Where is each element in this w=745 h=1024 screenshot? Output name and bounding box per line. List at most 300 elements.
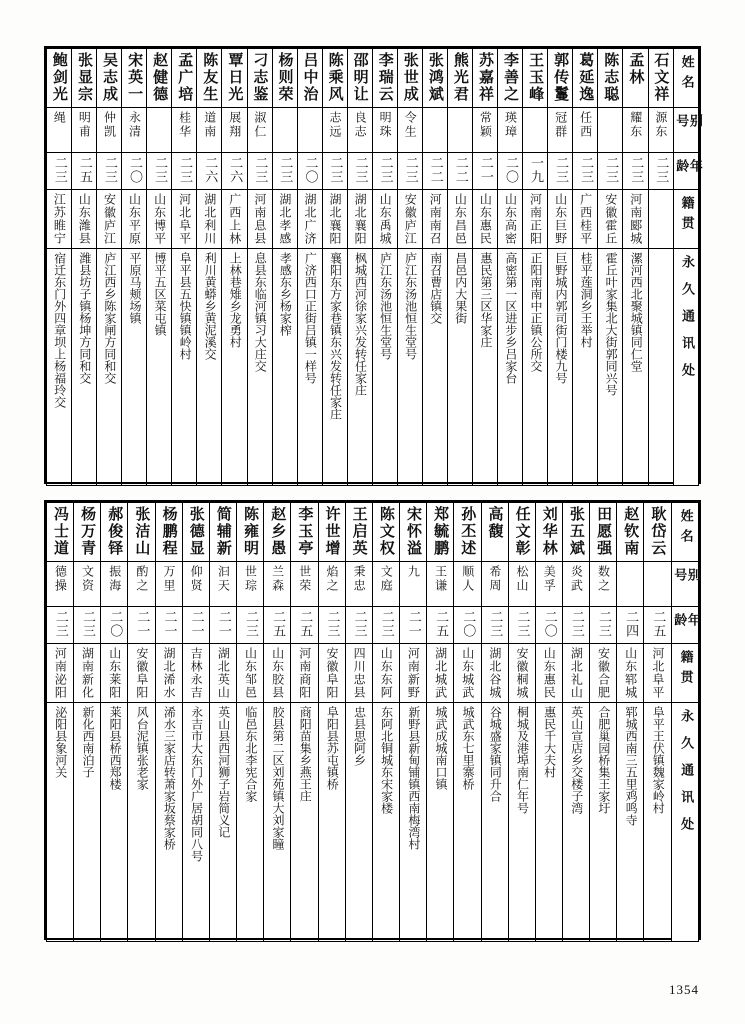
cell-native (648, 190, 673, 249)
cell-alias (400, 562, 427, 607)
cell-alias (498, 108, 523, 153)
cell-name (427, 503, 454, 562)
name-text: 杨万青 (79, 506, 98, 557)
column-header-text: 姓名 (678, 55, 694, 95)
native-text: 山东惠民 (478, 193, 493, 245)
table-row-alias-bottom (47, 562, 699, 607)
roster-table-bottom (44, 500, 701, 940)
cell-name (209, 503, 236, 562)
column-header-name (671, 503, 698, 562)
alias-text: 冠群 (553, 111, 568, 139)
alias-text: 道南 (202, 111, 217, 139)
alias-text: 炎武 (569, 565, 584, 593)
cell-name (47, 503, 74, 562)
cell-native (47, 644, 74, 703)
alias-text: 希周 (487, 565, 502, 593)
age-text: 二三 (596, 610, 612, 638)
cell-name (74, 503, 101, 562)
cell-alias (590, 562, 617, 607)
cell-address (47, 703, 74, 942)
age-text: 二三 (514, 610, 530, 638)
cell-age (72, 153, 97, 190)
cell-age (562, 607, 589, 644)
cell-native (345, 644, 372, 703)
cell-native (97, 190, 122, 249)
cell-age (128, 607, 155, 644)
native-text: 广西桂平 (578, 193, 593, 245)
name-text: 张显宗 (75, 52, 94, 103)
table-row-native-top (47, 190, 699, 249)
alias-text: 文资 (80, 565, 95, 593)
name-text: 葛延逸 (577, 52, 596, 103)
cell-age (97, 153, 122, 190)
cell-native (590, 644, 617, 703)
alias-text: 永清 (127, 111, 142, 139)
native-text: 山东平原 (127, 193, 142, 245)
age-text: 二二 (452, 156, 468, 184)
age-text: 二三 (578, 156, 594, 184)
native-text: 河南商阳 (297, 647, 312, 699)
name-text: 吴志成 (101, 52, 120, 103)
name-text: 陈友生 (201, 52, 220, 103)
native-text: 山东昌邑 (453, 193, 468, 245)
cell-address (197, 249, 222, 486)
cell-age (372, 607, 399, 644)
cell-address (548, 249, 573, 486)
column-header-address (671, 703, 698, 942)
name-text: 王玉峰 (527, 52, 546, 103)
table-row-age-bottom (47, 607, 699, 644)
alias-text: 酌之 (134, 565, 149, 593)
cell-alias (345, 562, 372, 607)
address-text: 阜阳县苏屯镇桥 (325, 706, 340, 790)
cell-native (122, 190, 147, 249)
address-text: 霍丘叶家集北大街郭同兴号 (604, 252, 619, 396)
column-header-name (673, 49, 698, 108)
native-text: 湖北英山 (216, 647, 231, 699)
cell-alias (147, 108, 172, 153)
cell-name (247, 49, 272, 108)
alias-text: 常颖 (478, 111, 493, 139)
cell-alias (272, 108, 297, 153)
age-text: 二六 (227, 156, 243, 184)
cell-name (508, 503, 535, 562)
cell-alias (172, 108, 197, 153)
age-text: 二三 (277, 156, 293, 184)
cell-age (422, 153, 447, 190)
address-text: 风台泥镇张老家 (135, 706, 150, 790)
native-text: 安徽阜阳 (134, 647, 149, 699)
cell-native (523, 190, 548, 249)
cell-alias (72, 108, 97, 153)
roster-grid-top (46, 48, 702, 486)
native-text: 吉林永吉 (189, 647, 204, 699)
name-text: 赵健德 (151, 52, 170, 103)
cell-native (264, 644, 291, 703)
name-text: 李玉亭 (296, 506, 315, 557)
address-text: 高密第一区进步乡吕家台 (503, 252, 518, 384)
alias-text: 仰贤 (189, 565, 204, 593)
cell-address (397, 249, 422, 486)
column-header-alias (673, 108, 702, 153)
native-text: 山东城武 (460, 647, 475, 699)
address-text: 忠县思阿乡 (352, 706, 367, 766)
alias-text: 文庭 (379, 565, 394, 593)
cell-alias (623, 108, 648, 153)
native-text: 湖北襄阳 (328, 193, 343, 245)
cell-age (473, 153, 498, 190)
cell-age (523, 153, 548, 190)
cell-native (172, 190, 197, 249)
cell-address (372, 703, 399, 942)
cell-age (237, 607, 264, 644)
cell-address (590, 703, 617, 942)
native-text: 安徽桐城 (515, 647, 530, 699)
native-text: 湖北谷城 (487, 647, 502, 699)
cell-native (481, 644, 508, 703)
address-text: 浠水三家店转萧家坂蔡家桥 (162, 706, 177, 850)
native-text: 湖北襄阳 (353, 193, 368, 245)
cell-alias (264, 562, 291, 607)
cell-age (297, 153, 322, 190)
cell-native (128, 644, 155, 703)
cell-address (297, 249, 322, 486)
name-text: 杨则荣 (276, 52, 295, 103)
cell-address (47, 249, 72, 486)
cell-alias (347, 108, 372, 153)
cell-name (97, 49, 122, 108)
address-text: 惠民第三区华家庄 (478, 252, 493, 348)
cell-alias (644, 562, 671, 607)
cell-name (644, 503, 671, 562)
alias-text: 九 (406, 565, 421, 579)
native-text: 安徽阜阳 (324, 647, 339, 699)
column-header-text: 年龄 (673, 159, 702, 179)
native-text: 湖北利川 (202, 193, 217, 245)
cell-address (237, 703, 264, 942)
native-text: 山东惠民 (542, 647, 557, 699)
age-text: 二三 (351, 610, 367, 638)
alias-text: 良志 (353, 111, 368, 139)
cell-address (422, 249, 447, 486)
age-text: 二〇 (541, 610, 557, 638)
cell-name (590, 503, 617, 562)
cell-name (128, 503, 155, 562)
cell-name (147, 49, 172, 108)
address-text: 宿迁东门外四章坝上杨福玲交 (52, 252, 67, 408)
address-text: 英山县西河狮子岩简义记 (216, 706, 231, 838)
age-text: 二〇 (107, 610, 123, 638)
age-text: 二三 (653, 156, 669, 184)
age-text: 二一 (188, 610, 204, 638)
alias-text: 志远 (328, 111, 343, 139)
cell-alias (209, 562, 236, 607)
cell-address (454, 703, 481, 942)
name-text: 陈乘风 (326, 52, 345, 103)
native-text: 安徽合肥 (596, 647, 611, 699)
age-text: 二三 (568, 610, 584, 638)
age-text: 二五 (650, 610, 666, 638)
cell-alias (573, 108, 598, 153)
alias-text: 绳 (52, 111, 67, 125)
cell-name (322, 49, 347, 108)
name-text: 覃日光 (226, 52, 245, 103)
cell-age (172, 153, 197, 190)
cell-native (372, 644, 399, 703)
cell-address (448, 249, 473, 486)
cell-age (508, 607, 535, 644)
cell-native (644, 644, 671, 703)
age-text: 二三 (101, 156, 117, 184)
cell-name (535, 503, 562, 562)
name-text: 冯士道 (51, 506, 70, 557)
cell-name (291, 503, 318, 562)
address-text: 庐江东汤池恒生堂号 (378, 252, 393, 360)
age-text: 二〇 (460, 610, 476, 638)
cell-age (291, 607, 318, 644)
name-text: 孟广培 (176, 52, 195, 103)
table-row-age-top (47, 153, 699, 190)
native-text: 江苏睢宁 (52, 193, 67, 245)
cell-native (508, 644, 535, 703)
cell-name (397, 49, 422, 108)
address-text: 博平五区菜屯镇 (153, 252, 167, 336)
age-text: 二五 (270, 610, 286, 638)
address-text: 利川黄蟒乡黄泥溪交 (203, 252, 218, 360)
cell-address (322, 249, 347, 486)
cell-address (498, 249, 523, 486)
cell-age (535, 607, 562, 644)
cell-alias (598, 108, 623, 153)
age-text: 二三 (402, 156, 418, 184)
alias-text: 秉忠 (352, 565, 367, 593)
alias-text: 松山 (515, 565, 530, 593)
native-text: 湖北礼山 (569, 647, 584, 699)
name-text: 郭传鬘 (552, 52, 571, 103)
table-row-names-bottom (47, 503, 699, 562)
cell-name (197, 49, 222, 108)
cell-age (448, 153, 473, 190)
cell-native (197, 190, 222, 249)
address-text: 英山宣店乡交楼子湾 (569, 706, 584, 814)
age-text: 二三 (553, 156, 569, 184)
cell-alias (155, 562, 182, 607)
cell-address (172, 249, 197, 486)
cell-name (648, 49, 673, 108)
cell-alias (47, 108, 72, 153)
cell-address (97, 249, 122, 486)
cell-alias (47, 562, 74, 607)
cell-native (427, 644, 454, 703)
cell-address (400, 703, 427, 942)
cell-age (272, 153, 297, 190)
cell-native (72, 190, 97, 249)
age-text: 二一 (405, 610, 421, 638)
cell-name (237, 503, 264, 562)
cell-address (122, 249, 147, 486)
cell-age (648, 153, 673, 190)
cell-name (448, 49, 473, 108)
cell-native (454, 644, 481, 703)
address-text: 枫城西河徐家兴发转任家庄 (353, 252, 368, 396)
name-text: 宋英一 (126, 52, 145, 103)
cell-name (172, 49, 197, 108)
address-text: 桂平莲洞乡王举村 (579, 252, 594, 348)
address-text: 泌阳县象河关 (53, 706, 68, 778)
cell-address (264, 703, 291, 942)
alias-text: 兰森 (270, 565, 285, 593)
cell-alias (291, 562, 318, 607)
name-text: 杨鹏程 (160, 506, 179, 557)
cell-age (222, 153, 247, 190)
cell-address (535, 703, 562, 942)
alias-text: 瑛璋 (503, 111, 518, 139)
alias-text: 焰之 (324, 565, 339, 593)
cell-address (147, 249, 172, 486)
cell-native (397, 190, 422, 249)
cell-address (128, 703, 155, 942)
cell-address (427, 703, 454, 942)
cell-address (318, 703, 345, 942)
cell-age (598, 153, 623, 190)
column-header-text: 籍贯 (678, 196, 694, 236)
age-text: 二〇 (127, 156, 143, 184)
age-text: 二一 (134, 610, 150, 638)
cell-age (454, 607, 481, 644)
cell-native (562, 644, 589, 703)
age-text: 二三 (52, 610, 68, 638)
alias-text: 汩天 (216, 565, 231, 593)
cell-age (481, 607, 508, 644)
cell-alias (397, 108, 422, 153)
native-text: 安徽霍丘 (603, 193, 618, 245)
cell-native (47, 190, 72, 249)
cell-alias (548, 108, 573, 153)
cell-name (598, 49, 623, 108)
name-text: 陈文权 (377, 506, 396, 557)
cell-name (481, 503, 508, 562)
alias-text: 顺人 (460, 565, 475, 593)
cell-age (498, 153, 523, 190)
alias-text: 振海 (107, 565, 122, 593)
cell-address (623, 249, 648, 486)
cell-native (297, 190, 322, 249)
cell-age (47, 607, 74, 644)
address-text: 襄阳东方家巷镇东兴发转任家庄 (328, 252, 343, 420)
cell-alias (318, 562, 345, 607)
cell-alias (297, 108, 322, 153)
cell-alias (122, 108, 147, 153)
native-text: 山东潍县 (77, 193, 92, 245)
cell-native (448, 190, 473, 249)
native-text: 广西上林 (227, 193, 242, 245)
native-text: 河北阜平 (650, 647, 665, 699)
native-text: 山东东阿 (379, 647, 394, 699)
cell-name (182, 503, 209, 562)
column-header-text: 姓名 (677, 509, 693, 549)
cell-address (598, 249, 623, 486)
age-text: 二五 (297, 610, 313, 638)
cell-native (322, 190, 347, 249)
cell-address (523, 249, 548, 486)
cell-native (155, 644, 182, 703)
native-text: 河南泌阳 (53, 647, 68, 699)
cell-age (573, 153, 598, 190)
address-text: 庐江东汤池恒生堂号 (403, 252, 418, 360)
cell-age (122, 153, 147, 190)
cell-native (147, 190, 172, 249)
column-header-native (673, 190, 698, 249)
alias-text: 数之 (596, 565, 611, 593)
cell-name (372, 49, 397, 108)
age-text: 二六 (202, 156, 218, 184)
column-header-text: 别号 (673, 114, 702, 134)
address-text: 庐江西乡陈家闸方同和交 (102, 252, 117, 384)
address-text: 胶县第二区刘苑镇大刘家瞳 (271, 706, 286, 850)
roster-grid-bottom (46, 502, 699, 942)
name-text: 赵钦南 (622, 506, 641, 557)
native-text: 四川忠县 (352, 647, 367, 699)
cell-alias (372, 562, 399, 607)
cell-age (617, 607, 644, 644)
address-text: 潍县坊子镇杨坤方同和交 (77, 252, 92, 384)
cell-address (508, 703, 535, 942)
cell-alias (422, 108, 447, 153)
name-text: 宋怀溢 (404, 506, 423, 557)
cell-address (291, 703, 318, 942)
address-text: 广济西口正街吕镇一样号 (303, 252, 318, 384)
cell-native (347, 190, 372, 249)
cell-alias (222, 108, 247, 153)
name-text: 刘华林 (540, 506, 559, 557)
column-header-text: 永久通讯处 (679, 255, 695, 390)
cell-alias (128, 562, 155, 607)
name-text: 王启英 (350, 506, 369, 557)
cell-age (101, 607, 128, 644)
alias-text: 世琮 (243, 565, 258, 593)
alias-text: 仲凯 (102, 111, 117, 139)
column-header-address (673, 249, 698, 486)
address-text: 阜平王伏镇魏家岭村 (651, 706, 666, 814)
cell-age (209, 607, 236, 644)
native-text: 山东高密 (503, 193, 518, 245)
name-text: 吕中治 (301, 52, 320, 103)
alias-text: 明甫 (77, 111, 92, 139)
table-row-names-top (47, 49, 699, 108)
cell-alias (523, 108, 548, 153)
cell-address (473, 249, 498, 486)
age-text: 二三 (327, 156, 343, 184)
address-text: 郓城西南三五里鸡鸣寺 (624, 706, 639, 826)
native-text: 湖北浠水 (162, 647, 176, 699)
alias-text: 耀东 (628, 111, 643, 139)
address-text: 东阿北铜城东宋家楼 (379, 706, 394, 814)
column-header-age (671, 607, 698, 644)
alias-text: 桂华 (177, 111, 192, 139)
alias-text: 淑仁 (252, 111, 267, 139)
name-text: 任文彰 (513, 506, 532, 557)
name-text: 孙丕述 (459, 506, 478, 557)
address-text: 平原马颊场镇 (127, 252, 142, 324)
name-text: 耿岱云 (649, 506, 668, 557)
cell-native (74, 644, 101, 703)
cell-name (272, 49, 297, 108)
address-text: 阜平县五快镇镇岭村 (178, 252, 193, 360)
name-text: 郑毓鹏 (432, 506, 451, 557)
cell-native (623, 190, 648, 249)
table-row-address-top (47, 249, 699, 486)
table-row-alias-top (47, 108, 699, 153)
